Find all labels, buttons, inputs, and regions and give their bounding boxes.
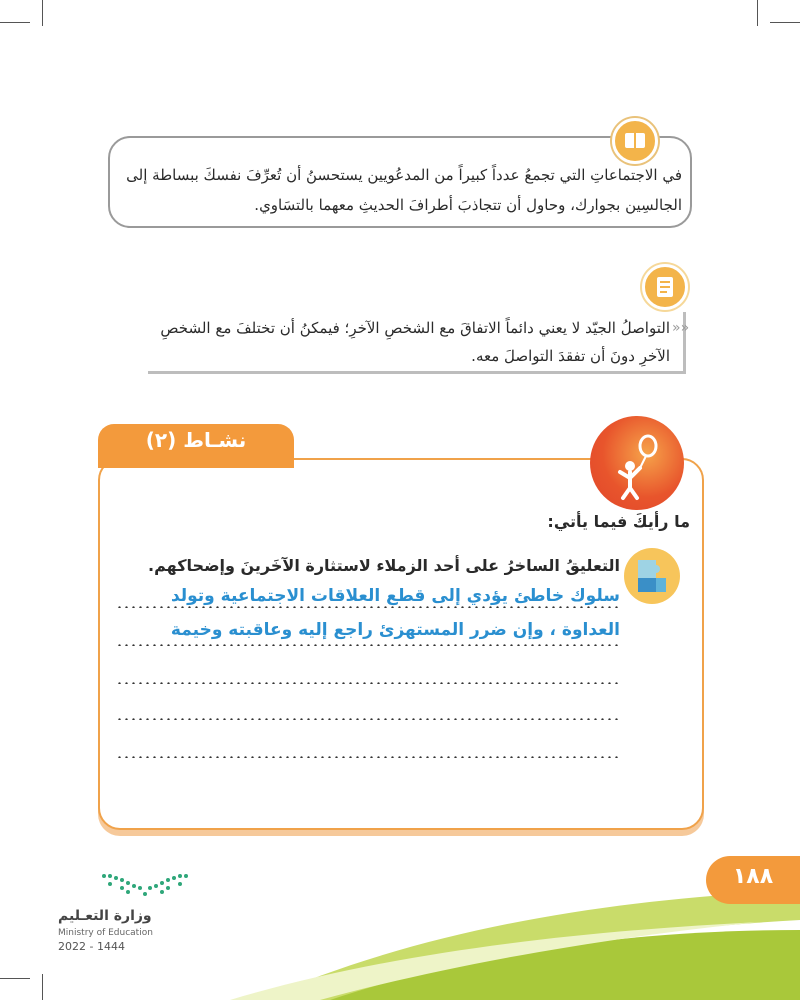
ministry-name-en: Ministry of Education — [58, 928, 153, 938]
crop-mark — [42, 0, 43, 26]
tip-text: في الاجتماعاتِ التي تجمعُ عدداً كبيراً من المدعُويين يستحسنُ أن تُعرِّفَ نفسكَ ببساطة إلى الجالسِين بجوارك، وحاول أن تتجاذبَ أطرافَ الحديثِ معهما بالتسَاوي. — [126, 166, 682, 214]
dotted-line — [116, 718, 620, 720]
activity-title: نشـاط (٢) — [145, 428, 247, 452]
ministry-name: وزارة التعـليم — [58, 908, 152, 924]
quote-mark-icon: »» — [672, 320, 690, 336]
activity-prompt: التعليقُ الساخرُ على أحد الزملاء لاستثارة الآخَرينَ وإضحاكهم. — [148, 556, 620, 575]
note-text: التواصلُ الجيّد لا يعني دائماً الاتفاقَ مع الشخصِ الآخرِ؛ فيمكنُ أن تختلفَ مع الشخصِ الآخرِ دونَ أن تفقدَ التواصلَ معه. — [160, 319, 670, 365]
answer-line: سلوك خاطئ يؤدي إلى قطع العلاقات الاجتماعية وتولد — [170, 586, 620, 606]
dotted-line — [116, 644, 620, 646]
puzzle-icon — [624, 548, 680, 604]
dotted-line — [116, 682, 620, 684]
activity-question: ما رأيكَ فيما يأتي: — [547, 512, 690, 531]
crop-mark — [0, 22, 30, 23]
dotted-line — [116, 756, 620, 758]
book-icon — [612, 118, 658, 164]
page-number: ١٨٨ — [732, 864, 774, 889]
notes-icon — [642, 264, 688, 310]
dotted-line — [116, 606, 620, 608]
ministry-logo-icon — [98, 868, 192, 898]
crop-mark — [757, 0, 758, 26]
edition-year: 2022 - 1444 — [58, 940, 125, 953]
activity-badge-icon — [590, 416, 684, 510]
answer-line: العداوة ، وإن ضرر المستهزئ راجع إليه وعاقبته وخيمة — [170, 620, 620, 640]
crop-mark — [770, 22, 800, 23]
